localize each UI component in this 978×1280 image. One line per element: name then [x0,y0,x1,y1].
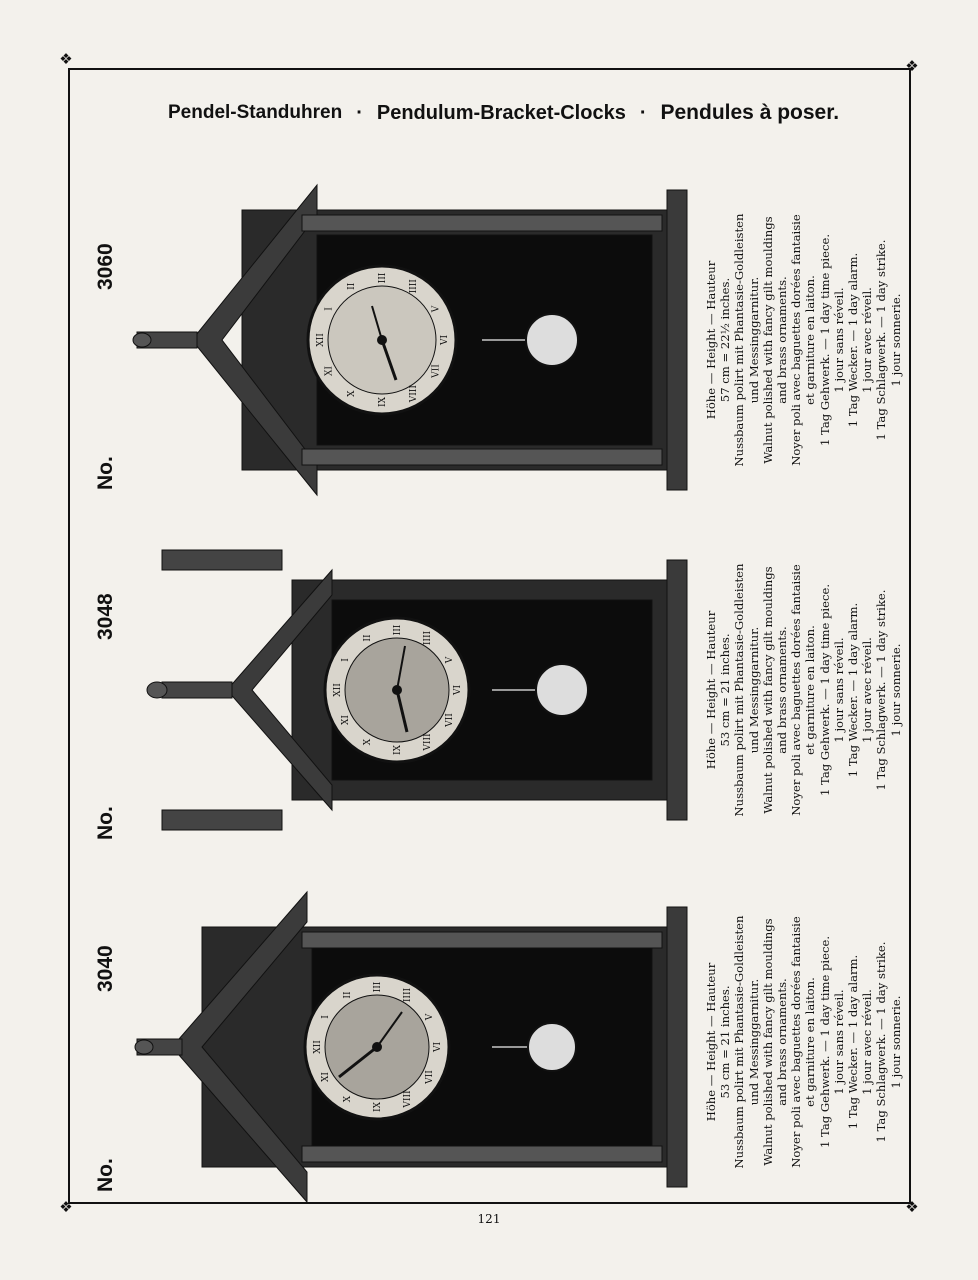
description-line: 53 cm = 21 inches. [718,633,733,747]
dial-numeral: XII [313,1040,323,1054]
description-line: and brass ornaments. [775,978,790,1106]
dial-numeral: XII [316,333,326,347]
dial-numeral: XI [341,715,351,725]
dial-numeral: VIII [423,733,433,751]
clock-dial [305,975,449,1119]
description-line: 1 Tag Wecker. — 1 day alarm. [846,602,861,778]
clock-number [92,892,128,1192]
description-line: Höhe — Height — Hauteur [704,962,718,1122]
heading-english: Pendulum-Bracket-Clocks [376,101,626,124]
page-number: 121 [477,1212,501,1226]
clock-description [704,190,903,490]
description-line: 1 jour avec réveil. [860,637,875,743]
dial-numeral: II [347,282,357,290]
dial-numeral: V [425,1013,435,1021]
dial-numeral: IIII [423,630,433,646]
description-line: Noyer poli avec baguettes dorées fantaisie [789,564,804,816]
clock-number-value: 3040 [94,945,117,992]
dial-numeral: II [363,634,373,642]
dial-numeral: VI [453,684,463,696]
clock-number-prefix: No. [94,1158,117,1192]
description-line: Noyer poli avec baguettes dorées fantaisie [789,214,804,466]
description-line: 53 cm = 21 inches. [718,985,733,1099]
clock-description [704,892,903,1192]
clock-number-value: 3060 [94,243,117,290]
clock-entry-3060 [92,190,903,490]
description-line: and brass ornaments. [775,626,790,754]
description-line: Nussbaum polirt mit Phantasie-Goldleisten [732,213,747,467]
description-line: 1 Tag Gehwerk. — 1 day time piece. [817,935,832,1149]
corner-ornament-top-left-icon: ❖ [59,50,73,68]
dial-numeral: IX [393,745,403,755]
dial-numeral: IX [378,397,388,407]
corner-ornament-bottom-right-icon: ❖ [905,1198,919,1216]
dial-numeral: II [343,991,353,999]
dial-numeral: VII [445,713,455,727]
page-heading [168,98,840,128]
dial-numeral: VIII [403,1090,413,1108]
description-line: et garniture en laiton. [803,977,818,1107]
dial-numeral: X [363,738,373,746]
dial-numeral: I [324,307,335,311]
dial-numeral: IIII [409,279,419,294]
dial-numeral: VII [431,364,442,378]
clock-dial [325,618,469,762]
description-line: 1 jour sans réveil. [831,287,846,393]
dial-numeral: XI [324,366,335,376]
description-line: und Messinggarnitur. [746,276,761,404]
description-line: et garniture en laiton. [803,625,818,755]
clock-number [92,190,128,490]
description-line: 57 cm = 22½ inches. [718,277,733,403]
description-line: 1 Tag Schlagwerk. — 1 day strike. [874,941,889,1143]
description-line: 1 Tag Schlagwerk. — 1 day strike. [874,239,889,441]
description-line: 1 jour avec réveil. [860,989,875,1095]
heading-separator: · [356,101,363,124]
dial-numeral: III [393,624,403,636]
heading-french: Pendules à poser. [660,101,840,124]
description-line: Höhe — Height — Hauteur [704,260,718,420]
clock-dial [308,266,456,414]
heading-separator: · [639,101,647,124]
description-line: 1 Tag Gehwerk. — 1 day time piece. [817,233,832,447]
clock-entry-3048 [92,540,903,840]
dial-numeral: I [341,658,351,662]
corner-ornament-bottom-left-icon: ❖ [59,1198,73,1216]
clock-entry-3040 [92,892,903,1192]
description-line: 1 Tag Wecker. — 1 day alarm. [846,954,861,1130]
clock-illustration-3060 [132,170,692,510]
clock-illustration-3048 [132,540,692,840]
dial-numeral: XI [321,1072,331,1082]
heading-german: Pendel-Standuhren [168,102,343,123]
clock-number-value: 3048 [94,593,117,640]
dial-numeral: VII [425,1070,435,1084]
dial-numeral: X [343,1095,353,1103]
clock-illustration-3040 [132,872,692,1222]
description-line: 1 jour sonnerie. [888,293,903,387]
description-line: 1 jour sonnerie. [888,995,903,1089]
description-line: und Messinggarnitur. [746,978,761,1106]
dial-numeral: IIII [403,987,413,1003]
description-line: 1 Tag Gehwerk. — 1 day time piece. [817,583,832,797]
description-line: Nussbaum polirt mit Phantasie-Goldleisten [732,915,747,1169]
description-line: Noyer poli avec baguettes dorées fantaisie [789,916,804,1168]
corner-ornament-top-right-icon: ❖ [905,57,919,75]
description-line: Walnut polished with fancy gilt mouldings [760,216,775,464]
dial-numeral: V [431,305,442,313]
dial-numeral: X [347,390,357,397]
description-line: 1 jour sans réveil. [831,989,846,1095]
dial-numeral: VI [440,334,450,346]
description-line: Walnut polished with fancy gilt mouldings [760,566,775,814]
description-line: 1 Tag Schlagwerk. — 1 day strike. [874,589,889,791]
dial-numeral: VIII [409,385,419,403]
clock-description [704,540,903,840]
description-line: et garniture en laiton. [803,275,818,405]
dial-numeral: VI [433,1041,443,1053]
dial-numeral: I [321,1015,331,1019]
description-line: Walnut polished with fancy gilt mouldings [760,918,775,1166]
dial-numeral: III [373,981,383,993]
dial-numeral: XII [333,683,343,697]
clock-number-prefix: No. [94,806,117,840]
dial-numeral: V [445,656,455,664]
description-line: Nussbaum polirt mit Phantasie-Goldleisten [732,563,747,817]
description-line: and brass ornaments. [775,276,790,404]
description-line: 1 Tag Wecker. — 1 day alarm. [846,252,861,428]
description-line: 1 jour sonnerie. [888,643,903,737]
clock-number-prefix: No. [94,456,117,490]
description-line: und Messinggarnitur. [746,626,761,754]
dial-numeral: III [378,272,388,284]
dial-numeral: IX [373,1102,383,1112]
description-line: 1 jour avec réveil. [860,287,875,393]
description-line: Höhe — Height — Hauteur [704,610,718,770]
clock-number [92,540,128,840]
description-line: 1 jour sans réveil. [831,637,846,743]
